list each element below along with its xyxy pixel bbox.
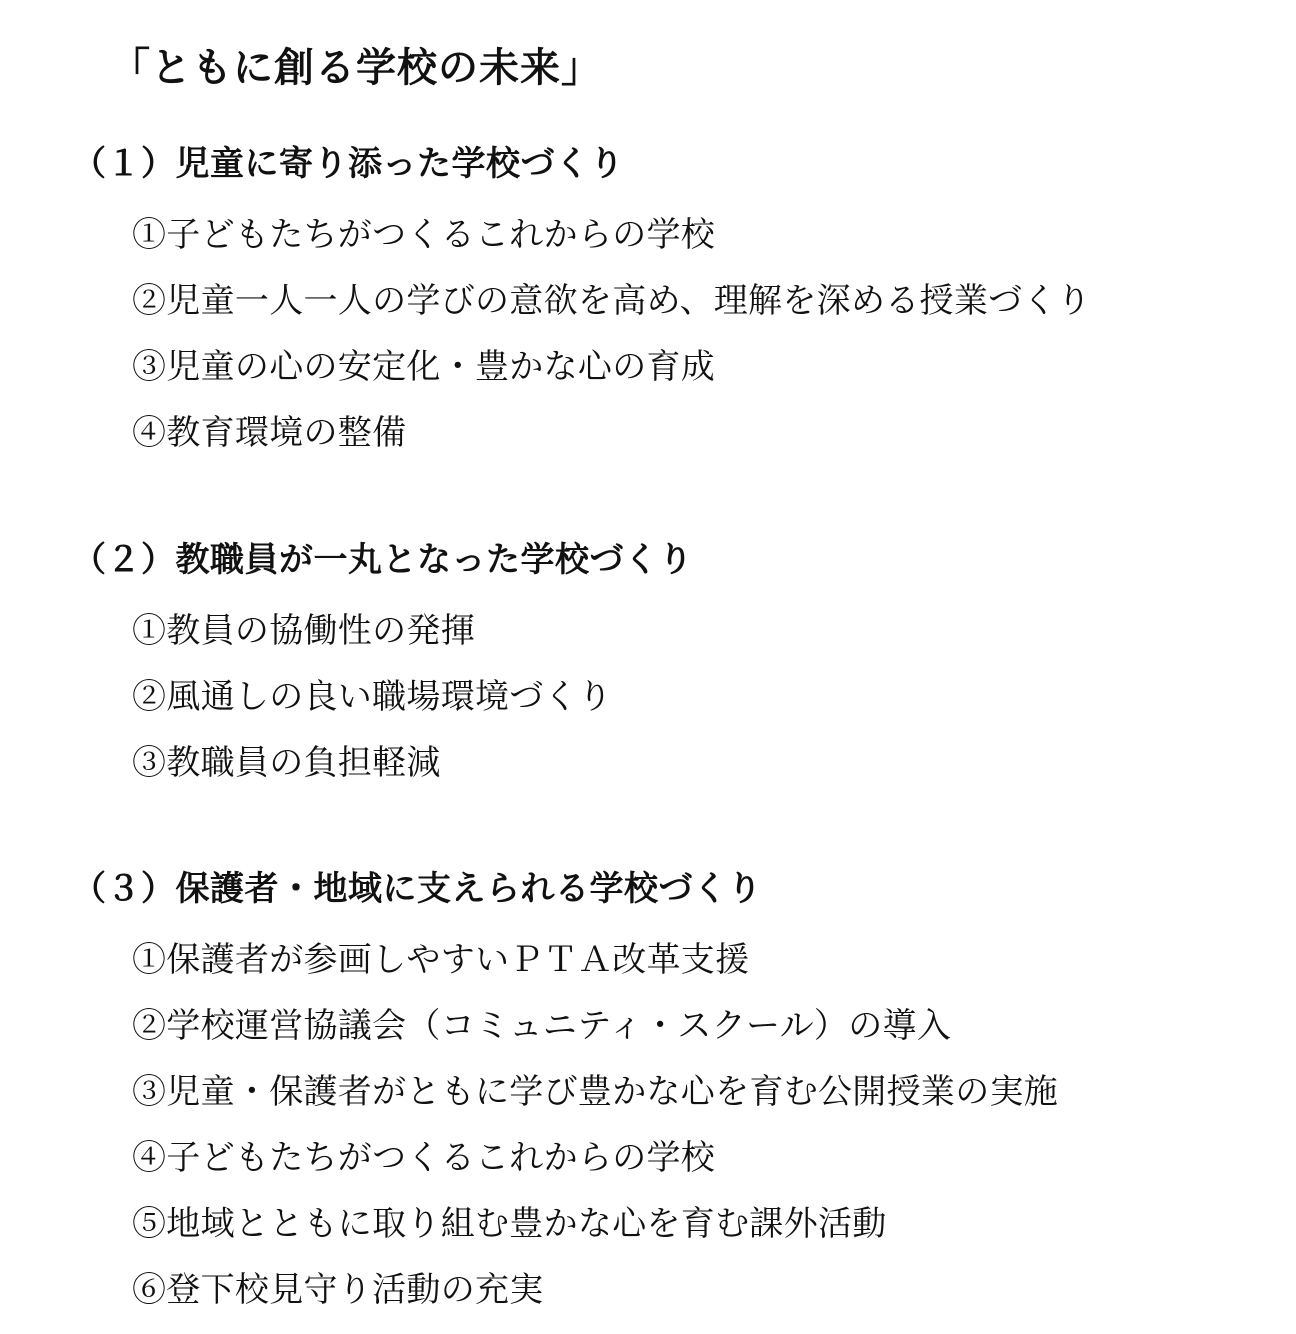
list-item: ③教職員の負担軽減 — [132, 743, 441, 783]
list-item: ①教員の協働性の発揮 — [132, 611, 475, 651]
page-title: 「ともに創る学校の未来」 — [110, 45, 602, 91]
list-item: ④子どもたちがつくるこれからの学校 — [132, 1138, 716, 1178]
list-item: ⑥登下校見守り活動の充実 — [132, 1270, 544, 1310]
list-item: ①子どもたちがつくるこれからの学校 — [132, 215, 716, 255]
item-list — [72, 202, 1282, 466]
section-heading: （１）児童に寄り添った学校づくり — [72, 144, 624, 184]
list-item: ③児童の心の安定化・豊かな心の育成 — [132, 347, 716, 387]
section-child-centered — [72, 140, 1282, 466]
section-community-supported — [72, 865, 1282, 1323]
list-item: ①保護者が参画しやすいＰＴＡ改革支援 — [132, 940, 750, 980]
section-staff-united — [72, 536, 1282, 796]
item-list — [72, 598, 1282, 796]
list-item: ②児童一人一人の学びの意欲を高め、理解を深める授業づくり — [132, 281, 1092, 321]
list-item: ⑤地域とともに取り組む豊かな心を育む課外活動 — [132, 1204, 887, 1244]
section-heading: （２）教職員が一丸となった学校づくり — [72, 540, 693, 580]
list-item: ④教育環境の整備 — [132, 413, 407, 453]
list-item: ②学校運営協議会（コミュニティ・スクール）の導入 — [132, 1006, 952, 1046]
list-item: ③児童・保護者がともに学び豊かな心を育む公開授業の実施 — [132, 1072, 1059, 1112]
list-item: ②風通しの良い職場環境づくり — [132, 677, 613, 717]
section-heading: （３）保護者・地域に支えられる学校づくり — [72, 869, 762, 909]
item-list — [72, 927, 1282, 1323]
